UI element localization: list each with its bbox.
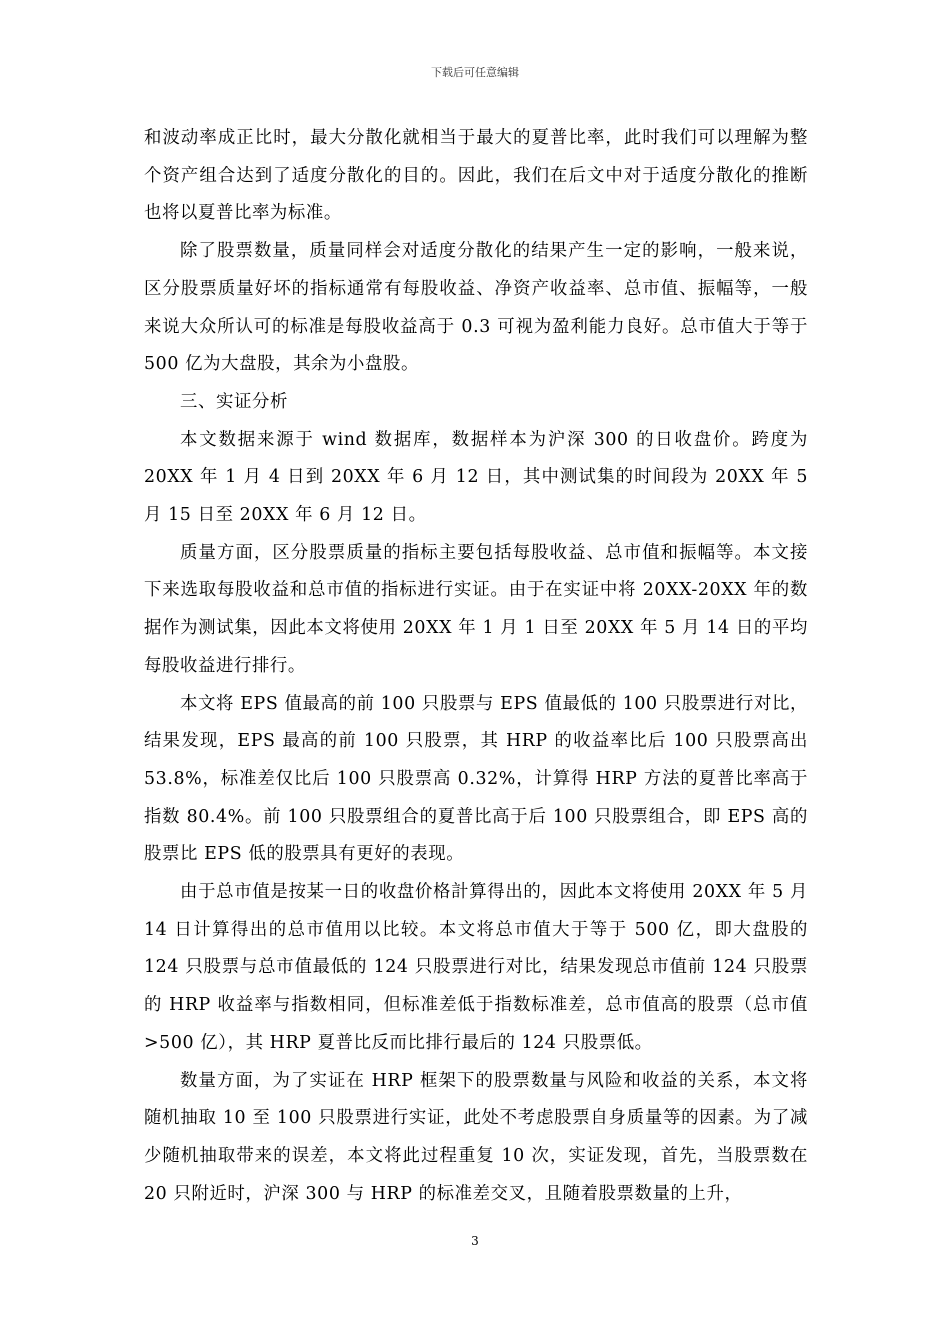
section-heading-empirical-analysis: 三、实证分析 xyxy=(180,391,288,412)
page-number: 3 xyxy=(471,1234,479,1248)
paragraph-eps-comparison: 本文将 EPS 值最高的前 100 只股票与 EPS 值最低的 100 只股票进行对比，结果发现，EPS 最高的前 100 只股票，其 HRP 的收益率比后 100 只股票高出 53.8%，标准差仅比后 100 只股票高 0.32%，计算得 HRP 方法的夏普比率高于指数 80.4%。前 100 只股票组合的夏普比高于后 100 只股票组合，即 EPS 高的股票比 EPS 低的股票具有更好的表现。 xyxy=(144,693,808,865)
paragraph-stock-quality: 除了股票数量，质量同样会对适度分散化的结果产生一定的影响，一般来说，区分股票质量好坏的指标通常有每股收益、净资产收益率、总市值、振幅等，一般来说大众所认可的标准是每股收益高于 0.3 可视为盈利能力良好。总市值大于等于 500 亿为大盘股，其余为小盘股。 xyxy=(144,241,808,375)
paragraph-stock-quantity: 数量方面，为了实证在 HRP 框架下的股票数量与风险和收益的关系，本文将随机抽取 10 至 100 只股票进行实证，此处不考虑股票自身质量等的因素。为了减少随机抽取带来的误差，本文将此过程重复 10 次，实证发现，首先，当股票数在 20 只附近时，沪深 300 与 HRP 的标准差交叉，且随着股票数量的上升， xyxy=(144,1070,808,1204)
paragraph-continuation: 和波动率成正比时，最大分散化就相当于最大的夏普比率，此时我们可以理解为整个资产组合达到了适度分散化的目的。因此，我们在后文中对于适度分散化的推断也将以夏普比率为标准。 xyxy=(144,128,808,224)
paragraph-market-cap-comparison: 由于总市值是按某一日的收盘价格計算得出的，因此本文将使用 20XX 年 5 月 14 日计算得出的总市值用以比较。本文将总市值大于等于 500 亿，即大盘股的 124 只股票与总市值最低的 124 只股票进行对比，结果发现总市值前 124 只股票的 HRP 收益率与指数相同，但标准差低于指数标准差，总市值高的股票（总市值>500 亿），其 HRP 夏普比反而比排行最后的 124 只股票低。 xyxy=(144,882,808,1053)
document-body xyxy=(144,120,808,1213)
paragraph-data-source: 本文数据来源于 wind 数据库，数据样本为沪深 300 的日收盘价。跨度为 20XX 年 1 月 4 日到 20XX 年 6 月 12 日，其中测试集的时间段为 20XX 年 5 月 15 日至 20XX 年 6 月 12 日。 xyxy=(144,429,808,526)
page-header: 下载后可任意编辑 xyxy=(431,66,519,79)
paragraph-quality-indicators: 质量方面，区分股票质量的指标主要包括每股收益、总市值和振幅等。本文接下来选取每股收益和总市值的指标进行实证。由于在实证中将 20XX-20XX 年的数据作为测试集，因此本文将使用 20XX 年 1 月 1 日至 20XX 年 5 月 14 日的平均每股收益进行排行。 xyxy=(144,542,808,676)
